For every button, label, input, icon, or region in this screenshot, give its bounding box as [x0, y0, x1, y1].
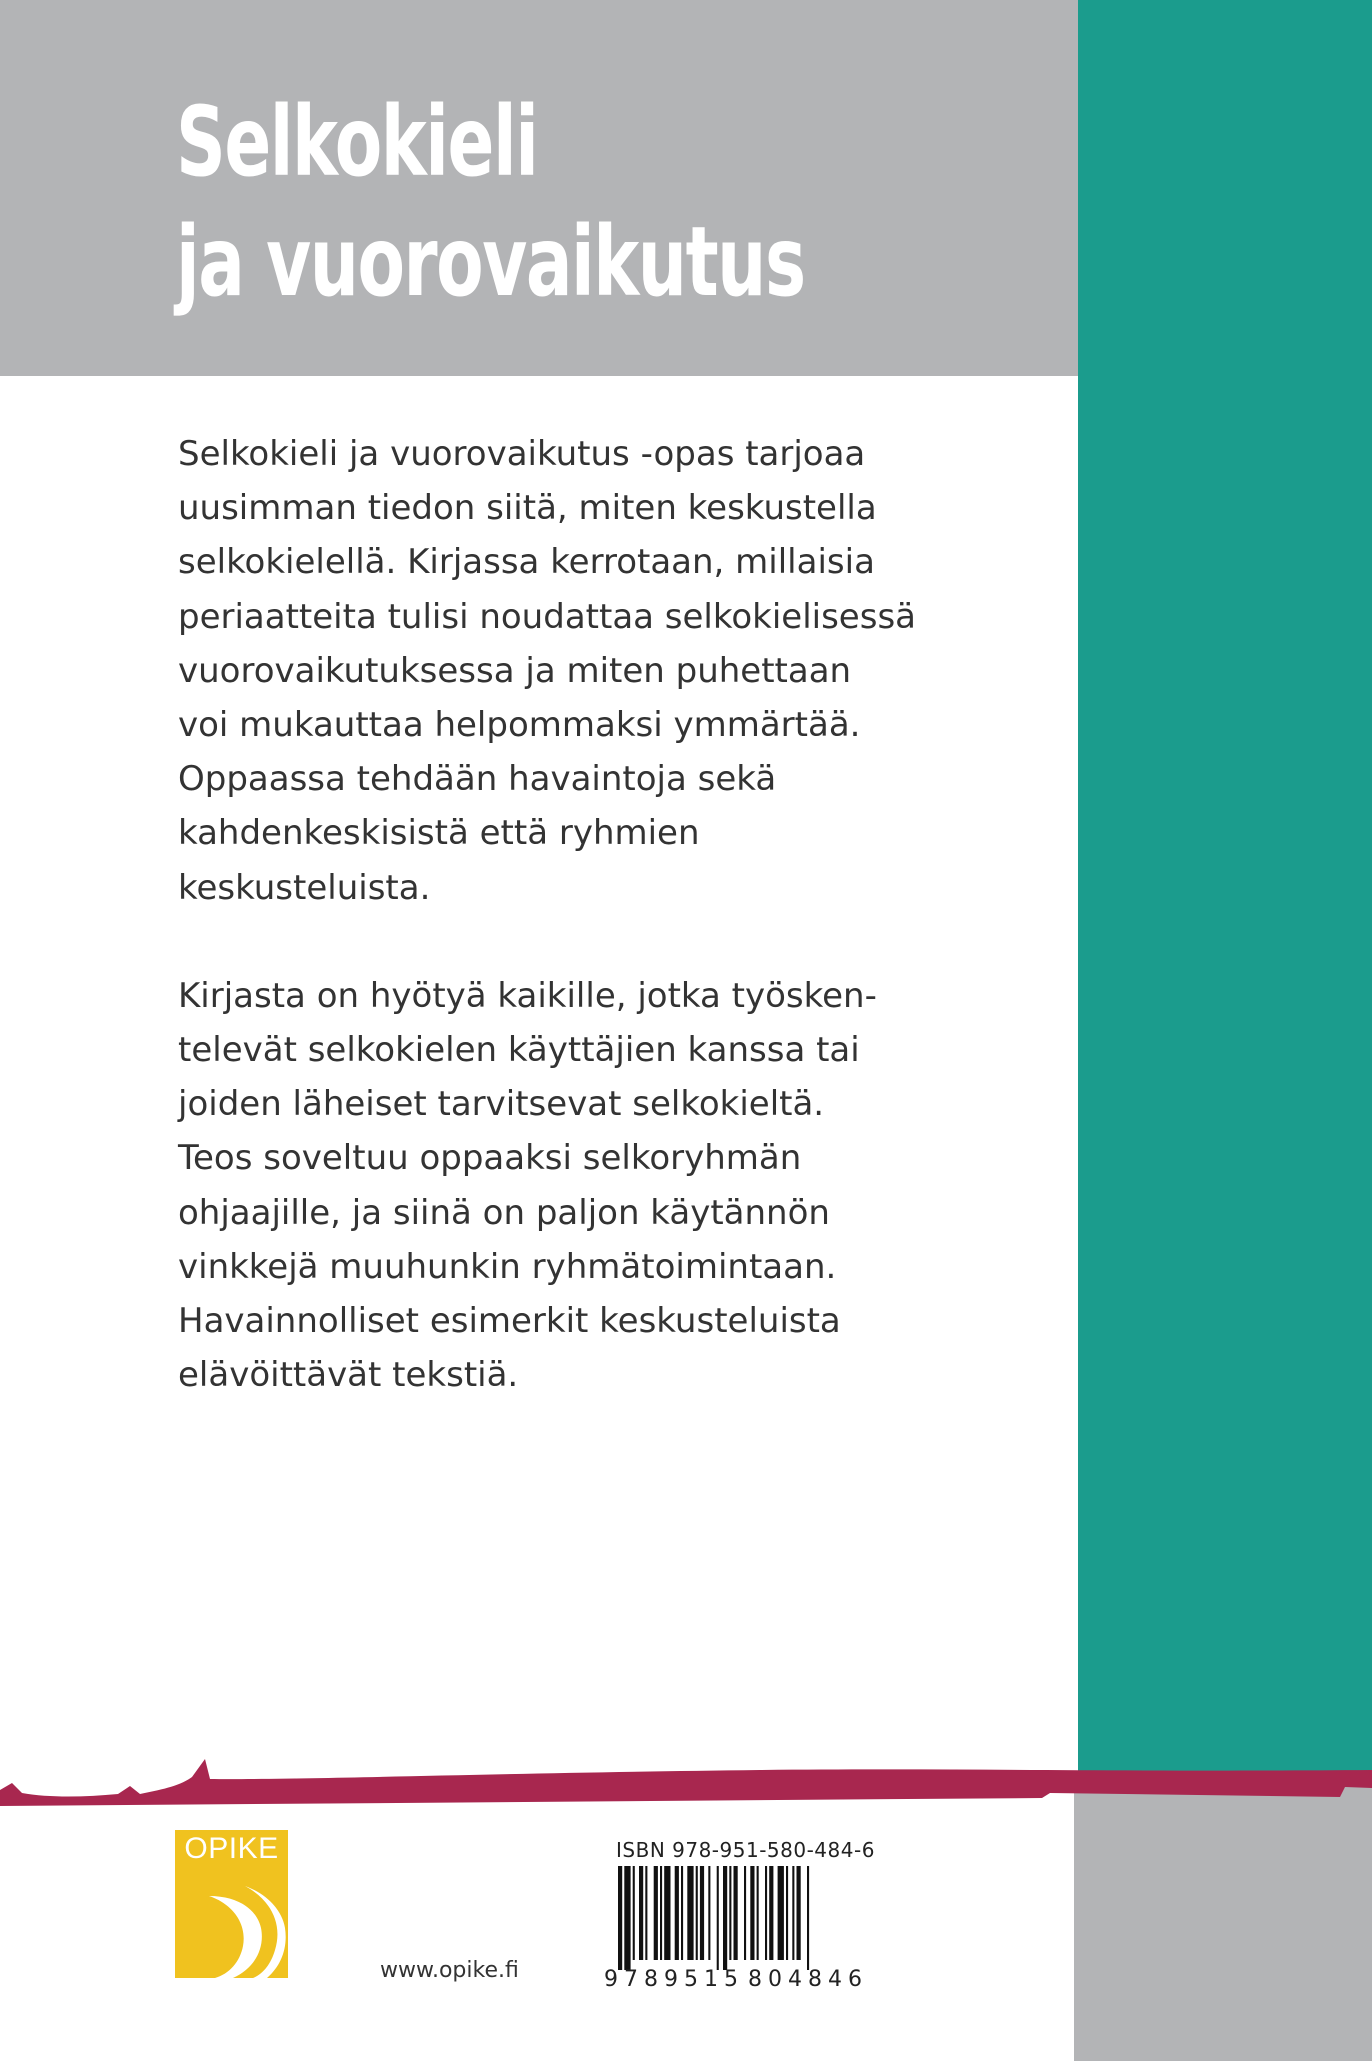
barcode-bar [696, 1866, 698, 1960]
blurb-paragraph-2 [178, 969, 898, 1403]
barcode-bar [687, 1866, 693, 1960]
text-line: voi mukauttaa helpommaksi ymmärtää. [178, 705, 861, 746]
text-line: vinkkejä muuhunkin ryhmätoimintaan. [178, 1246, 837, 1287]
barcode-bar [639, 1866, 643, 1960]
text-line: Teos soveltuu oppaaksi selkoryhmän [178, 1138, 802, 1179]
barcode-bar [778, 1866, 784, 1960]
text-line: Havainnolliset esimerkit keskusteluista [178, 1301, 841, 1342]
book-title [176, 82, 805, 322]
logo-text: OPIKE [184, 1832, 279, 1865]
barcode-bar [633, 1866, 635, 1960]
title-line-1: Selkokieli [176, 86, 538, 198]
text-line: Selkokieli ja vuorovaikutus -opas tarjoaa [178, 434, 866, 474]
barcode-bar [744, 1866, 746, 1960]
barcode-bar [645, 1866, 647, 1960]
barcode-bar [654, 1866, 658, 1960]
text-line: televät selkokielen käyttäjien kanssa tai [178, 1030, 860, 1071]
barcode-digit-first: 9 [604, 1967, 618, 1990]
text-line: Oppaassa tehdään havaintoja sekä [178, 759, 777, 800]
text-line: vuorovaikutuksessa ja miten puhettaan [178, 650, 852, 691]
text-line: joiden läheiset tarvitsevat selkokieltä. [178, 1084, 825, 1125]
website-link[interactable]: www.opike.fi [380, 1958, 519, 1983]
text-line: periaatteita tulisi noudattaa selkokielisessä [178, 596, 916, 637]
text-line: uusimman tiedon siitä, miten keskustella [178, 488, 877, 529]
barcode-icon [600, 1866, 872, 1990]
barcode-bar [750, 1866, 754, 1960]
text-line: Kirjasta on hyötyä kaikille, jotka työsken- [178, 975, 877, 1016]
barcode-bar [765, 1866, 767, 1960]
barcode-bar [729, 1866, 731, 1960]
barcode-bar [708, 1866, 710, 1960]
text-line: ohjaajille, ja siinä on paljon käytännön [178, 1192, 830, 1233]
text-line: keskusteluista. [178, 867, 431, 908]
blurb-paragraph-1 [178, 427, 916, 915]
barcode-bar [792, 1866, 794, 1960]
barcode-bar [786, 1866, 788, 1960]
text-line: kahdenkeskisistä että ryhmien [178, 813, 700, 854]
barcode-bar [734, 1866, 738, 1960]
blurb [178, 427, 916, 1402]
barcode-bar [624, 1866, 630, 1970]
barcode-bar [797, 1866, 801, 1960]
text-line: selkokielellä. Kirjassa kerrotaan, millaisia [178, 542, 875, 583]
barcode-bar [618, 1866, 622, 1970]
gray-side-strip [1074, 1780, 1372, 2061]
barcode-bars [618, 1866, 809, 1970]
title-line-2: ja vuorovaikutus [176, 206, 805, 318]
barcode-bar [681, 1866, 683, 1960]
barcode-bar [717, 1866, 719, 1970]
barcode-digits-left: 789515 [624, 1967, 738, 1990]
crimson-wave-divider [0, 1750, 1372, 1820]
isbn-text: ISBN 978-951-580-484-6 [616, 1838, 875, 1862]
barcode-digits-right: 804846 [748, 1967, 862, 1990]
barcode-bar [664, 1866, 670, 1960]
publisher-logo [175, 1830, 288, 1978]
barcode-bar [757, 1866, 759, 1960]
barcode-bar [769, 1866, 773, 1960]
barcode-bar [807, 1866, 809, 1970]
barcode-bar [660, 1866, 662, 1960]
teal-side-strip [1078, 0, 1372, 1780]
barcode-bar [723, 1866, 727, 1970]
text-line: elävöittävät tekstiä. [178, 1355, 519, 1396]
barcode-bar [700, 1866, 704, 1960]
barcode-bar [675, 1866, 679, 1960]
